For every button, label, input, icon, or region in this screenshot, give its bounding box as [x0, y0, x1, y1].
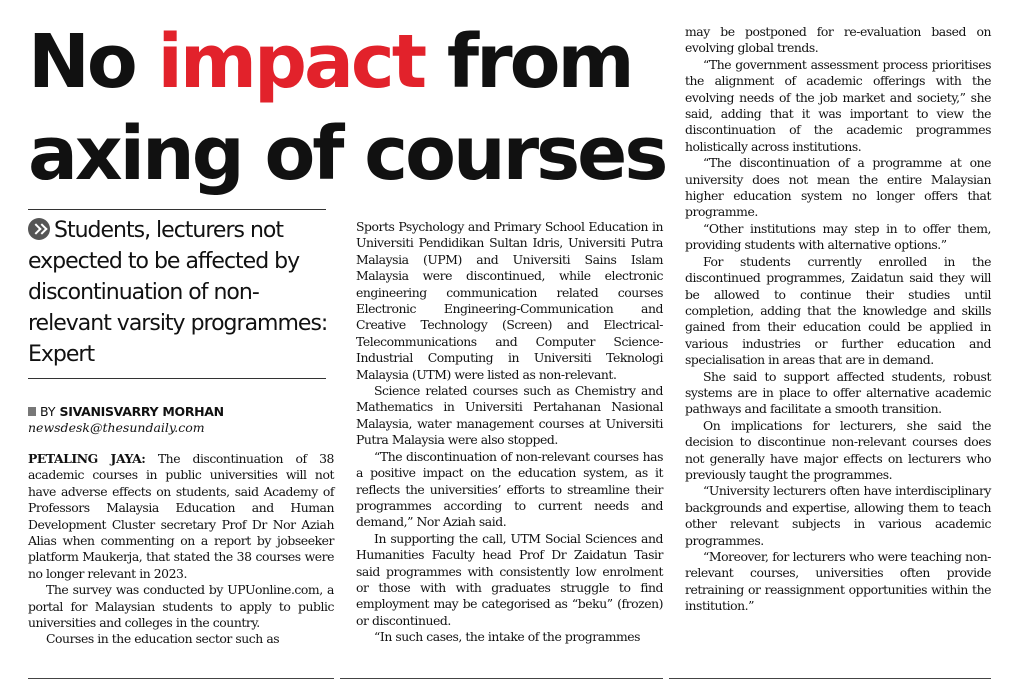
article-column-2 — [356, 219, 663, 646]
byline-marker — [28, 407, 36, 416]
byline-email: newsdesk@thesundaily.com — [28, 420, 205, 435]
paragraph-text: The discontinuation of 38 academic courses in public universities will not have adverse effects on students, said Academy of Professors Malaysia Education and Human Development Cluster secretary Prof Dr Nor Aziah Alias when commenting on a report by jobseeker platform Maukerja, that stated the 38 courses were no longer relevant in 2023. — [28, 451, 334, 581]
dateline: PETALING JAYA: — [28, 451, 146, 466]
paragraph: Science related courses such as Chemistry and Mathematics in Universiti Pertahanan Nasional Malaysia, water management courses at Universiti Putra Malaysia were also stopped. — [356, 383, 663, 448]
paragraph: For students currently enrolled in the discontinued programmes, Zaidatun said they will be allowed to continue their studies until completion, adding that the knowledge and skills gained from their education could be applied in various industries or further education and specialisation in areas that are in demand. — [685, 253, 991, 368]
column-3-bottom-rule — [669, 678, 991, 679]
paragraph: The survey was conducted by UPUonline.com, a portal for Malaysian students to apply to public universities and colleges in the country. — [28, 582, 334, 631]
paragraph: She said to support affected students, robust systems are in place to offer alternative academic pathways and facilitate a smooth transition. — [685, 368, 991, 417]
paragraph: “The discontinuation of a programme at one university does not mean the entire Malaysian higher education system no longer offers that programme. — [685, 155, 991, 220]
chevron-right-icon — [28, 218, 50, 240]
paragraph — [28, 451, 334, 582]
paragraph: “The government assessment process prioritises the alignment of academic offerings with the evolving needs of the job market and society,” she said, adding that it was important to view the discontinuation of the academic programmes holistically across institutions. — [685, 56, 991, 154]
byline — [28, 404, 224, 419]
subhead-bottom-rule — [28, 378, 326, 379]
subhead — [28, 215, 328, 370]
column-1-bottom-rule — [28, 678, 334, 679]
paragraph: On implications for lecturers, she said the decision to discontinue non-relevant courses does not generally have major effects on lecturers who previously taught the programmes. — [685, 417, 991, 482]
paragraph: Courses in the education sector such as — [46, 631, 280, 647]
paragraph: In supporting the call, UTM Social Sciences and Humanities Faculty head Prof Dr Zaidatun Tasir said programmes with consistently low enrolment or those with with graduates struggle to find employment may be categorised as “beku” (frozen) or discontinued. — [356, 530, 663, 628]
paragraph: “Moreover, for lecturers who were teaching non-relevant courses, universities often provide retraining or reassignment opportunities within the institution.” — [685, 549, 991, 614]
headline-accent: impact — [157, 19, 425, 105]
headline-part2: from axing of courses — [28, 19, 666, 197]
paragraph: “Other institutions may step in to offer them, providing students with alternative options.” — [685, 220, 991, 253]
paragraph: “The discontinuation of non-relevant courses has a positive impact on the education system, as it reflects the universities’ efforts to streamline their programmes according to current needs and demand,” Nor Aziah said. — [356, 448, 663, 530]
paragraph: Sports Psychology and Primary School Education in Universiti Pendidikan Sultan Idris, Universiti Putra Malaysia (UPM) and Universiti Sains Islam Malaysia were discontinued, while electronic engineering communication related courses Electronic Engineering-Communication and Creative Technology (Screen) and Electrical-Telecommunications and Computer Science-Industrial Computing in Universiti Teknologi Malaysia (UTM) were listed as non-relevant. — [356, 219, 663, 382]
paragraph: “In such cases, the intake of the programmes — [374, 629, 641, 645]
headline-part1: No — [28, 19, 158, 105]
article-column-1 — [28, 451, 334, 648]
byline-prefix: BY — [40, 404, 60, 419]
subhead-text: Students, lecturers not expected to be affected by discontinuation of non-relevant varsity programmes: Expert — [28, 218, 328, 367]
headline — [28, 16, 668, 200]
paragraph: may be postponed for re-evaluation based on evolving global trends. — [685, 24, 991, 56]
article-column-3 — [685, 24, 991, 615]
byline-author: SIVANISVARRY MORHAN — [59, 404, 224, 419]
subhead-top-rule — [28, 209, 326, 210]
column-2-bottom-rule — [340, 678, 663, 679]
paragraph: “University lecturers often have interdisciplinary backgrounds and expertise, allowing them to teach other relevant subjects in various academic programmes. — [685, 483, 991, 548]
